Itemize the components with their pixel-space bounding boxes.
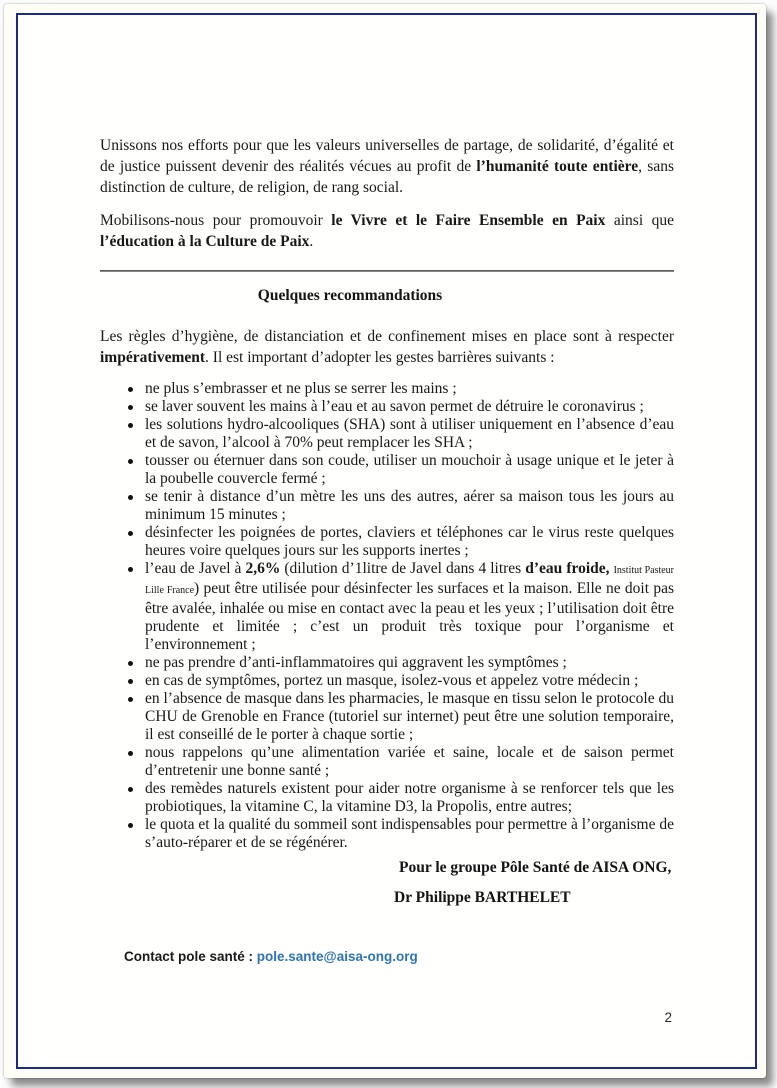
list-item: se tenir à distance d’un mètre les uns des autres, aérer sa maison tous les jours au minimum 15 minutes ;: [100, 488, 674, 524]
list-item: tousser ou éternuer dans son coude, utiliser un mouchoir à usage unique et le jeter à la poubelle couvercle fermé ;: [100, 452, 674, 488]
list-item: nous rappelons qu’une alimentation variée et saine, locale et de saison permet d’entretenir une bonne santé ;: [100, 744, 674, 780]
list-item: ne plus s’embrasser et ne plus se serrer les mains ;: [100, 380, 674, 398]
page-content: [100, 4, 674, 966]
recommendations-list: [100, 380, 674, 852]
intro-paragraph-2: Mobilisons-nous pour promouvoir le Vivre et le Faire Ensemble en Paix ainsi que l’éducation à la Culture de Paix.: [100, 212, 675, 250]
contact-email-link[interactable]: pole.sante@aisa-ong.org: [256, 949, 418, 964]
intro-paragraph-1: Unissons nos efforts pour que les valeurs universelles de partage, de solidarité, d’égalité et de justice puissent devenir des réalités vécues au profit de l’humanité toute entière, sans distinction de culture, de religion, de rang social.: [100, 137, 674, 196]
list-item: le quota et la qualité du sommeil sont indispensables pour permettre à l’organisme de s’auto-réparer et de se régénérer.: [100, 816, 674, 852]
section-heading: Quelques recommandations: [257, 287, 443, 304]
list-item: désinfecter les poignées de portes, claviers et téléphones car le virus reste quelques heures voire quelques jours sur les supports inertes ;: [100, 524, 674, 560]
horizontal-rule: [100, 270, 674, 272]
list-item: des remèdes naturels existent pour aider notre organisme à se renforcer tels que les probiotiques, la vitamine C, la vitamine D3, la Propolis, entre autres;: [100, 780, 674, 816]
page-number: 2: [664, 1010, 672, 1025]
contact-line: [100, 948, 674, 966]
list-item: l’eau de Javel à 2,6% (dilution d’1litre de Javel dans 4 litres d’eau froide, Institut Pasteur Lille France) peut être utilisée pour désinfecter les surfaces et la maison. Elle ne doit pas être avalée, inhalée ou mise en contact avec la peau et les yeux ; l’utilisation doit être prudente et limitée ; c’est un produit très toxique pour l’organisme et l’environnement ;: [100, 560, 674, 654]
list-item: en cas de symptômes, portez un masque, isolez-vous et appelez votre médecin ;: [100, 672, 674, 690]
list-item: se laver souvent les mains à l’eau et au savon permet de détruire le coronavirus ;: [100, 398, 674, 416]
signature-name-line: Dr Philippe BARTHELET: [394, 889, 571, 906]
lead-paragraph: Les règles d’hygiène, de distanciation et de confinement mises en place sont à respecter impérativement. Il est important d’adopter les gestes barrières suivants :: [100, 328, 674, 366]
document-page: [4, 4, 766, 1078]
signature-group-line: Pour le groupe Pôle Santé de AISA ONG,: [399, 859, 672, 876]
list-item: en l’absence de masque dans les pharmacies, le masque en tissu selon le protocole du CHU de Grenoble en France (tutoriel sur internet) peut être une solution temporaire, il est conseillé de le porter à chaque sortie ;: [100, 690, 674, 744]
contact-label: Contact pole santé :: [124, 949, 257, 964]
list-item: ne pas prendre d’anti-inflammatoires qui aggravent les symptômes ;: [100, 654, 674, 672]
list-item: les solutions hydro-alcooliques (SHA) sont à utiliser uniquement en l’absence d’eau et de savon, l’alcool à 70% peut remplacer les SHA ;: [100, 416, 674, 452]
